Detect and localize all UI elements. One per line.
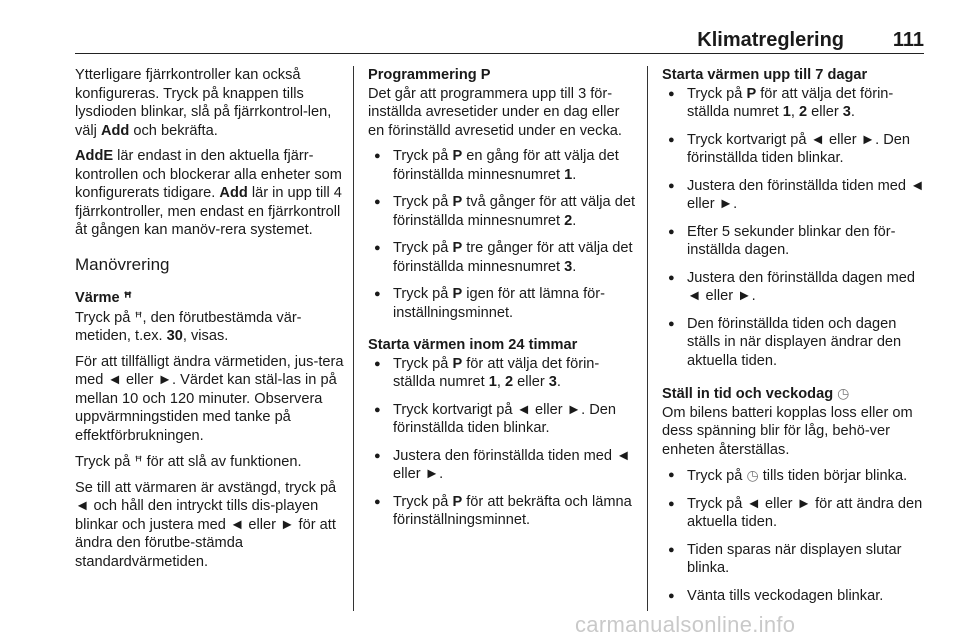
list-item: ● Tryck på ◷ tills tiden börjar blinka. [662, 466, 928, 486]
column-1 [75, 66, 345, 578]
page-header [75, 27, 924, 54]
paragraph: Det går att programmera upp till 3 för-inställda avresetider under en dag eller en förinställd avresetid under en vecka. [368, 85, 622, 139]
paragraph: Se till att värmaren är avstängd, tryck på ◄ och håll den intryckt tills dis-playen blinkar och justera med ◄ eller ► för att ändra den förutbe-stämda standardvärmetiden. [75, 479, 337, 570]
bullet-list [368, 147, 636, 322]
list-item: ● Tryck kortvarigt på ◄ eller ►. Den förinställda tiden blinkar. [662, 131, 928, 168]
list-item: ● Justera den förinställda tiden med ◄ eller ►. [368, 447, 636, 484]
list-item: ● Tryck på P tre gånger för att välja det förinställda minnesnumret 3. [368, 239, 636, 276]
subheading: Värme ꟸ [75, 289, 132, 306]
bullet-list [662, 466, 928, 605]
list-item: ● Tryck kortvarigt på ◄ eller ►. Den förinställda tiden blinkar. [368, 401, 636, 438]
list-item: ● Tryck på ◄ eller ► för att ändra den aktuella tiden. [662, 495, 928, 532]
list-item: ● Tryck på P en gång för att välja det förinställda minnesnumret 1. [368, 147, 636, 184]
list-item: ● Tryck på P för att välja det förin-ställda numret 1, 2 eller 3. [662, 85, 928, 122]
paragraph: AddE lär endast in den aktuella fjärr-kontrollen och blockerar alla enheter som konfigurerats tidigare. Add lär in upp till 4 fjärrkontroller, men endast en fjärrkontroll åt gången kan manöv-rera systemet. [75, 148, 342, 238]
subheading: Starta värmen inom 24 timmar [368, 337, 578, 353]
section-title: Klimatreglering [697, 29, 844, 51]
paragraph: Om bilens batteri kopplas loss eller om dess spänning blir för låg, behö-ver enheten återställas. [662, 404, 913, 458]
heat-icon: ꟸ [134, 308, 143, 325]
list-item: ● Justera den förinställda dagen med ◄ eller ►. [662, 269, 928, 306]
list-item: ● Efter 5 sekunder blinkar den för-inställda dagen. [662, 223, 928, 260]
list-item: ● Den förinställda tiden och dagen ställs in när displayen ändrar den aktuella tiden. [662, 315, 928, 371]
paragraph: Tryck på ꟸ för att slå av funktionen. [75, 453, 302, 470]
heat-icon: ꟸ [134, 453, 143, 469]
bullet-list [662, 85, 928, 371]
list-item: ● Vänta tills veckodagen blinkar. [662, 587, 928, 606]
clock-icon: ◷ [837, 385, 850, 401]
subheading: Ställ in tid och veckodag ◷ [662, 385, 850, 402]
column-divider [353, 66, 354, 611]
column-3 [662, 66, 928, 617]
page-number: 111 [892, 29, 924, 51]
list-item: ● Tryck på P två gånger för att välja det förinställda minnesnumret 2. [368, 193, 636, 230]
clock-icon: ◷ [746, 467, 759, 483]
paragraph: Ytterligare fjärrkontroller kan också konfigureras. Tryck på knappen tills lysdioden blinkar, slå på fjärrkontrol-len, välj Add och bekräfta. [75, 67, 332, 139]
list-item: ● Tryck på P för att välja det förin-ställda numret 1, 2 eller 3. [368, 355, 636, 392]
bullet-list [368, 355, 636, 530]
list-item: ● Tryck på P för att bekräfta och lämna förinställningsminnet. [368, 493, 636, 530]
list-item: ● Justera den förinställda tiden med ◄ eller ►. [662, 177, 928, 214]
paragraph: Tryck på ꟸ, den förutbestämda vär-metiden, t.ex. 30, visas. [75, 308, 302, 344]
list-item: ● Tiden sparas när displayen slutar blinka. [662, 541, 928, 578]
subheading: Programmering P [368, 67, 491, 83]
heat-icon: ꟸ [123, 289, 132, 305]
section-heading: Manövrering [75, 254, 170, 274]
column-2 [368, 66, 636, 542]
subheading: Starta värmen upp till 7 dagar [662, 67, 868, 83]
list-item: ● Tryck på P igen för att lämna för-inställningsminnet. [368, 285, 636, 322]
paragraph: För att tillfälligt ändra värmetiden, jus-tera med ◄ eller ►. Värdet kan stäl-las in på mellan 10 och 120 minuter. Observera uppvärmningstiden med tanke på effektförbrukningen. [75, 353, 344, 444]
watermark: carmanualsonline.info [575, 612, 796, 637]
column-divider [647, 66, 648, 611]
